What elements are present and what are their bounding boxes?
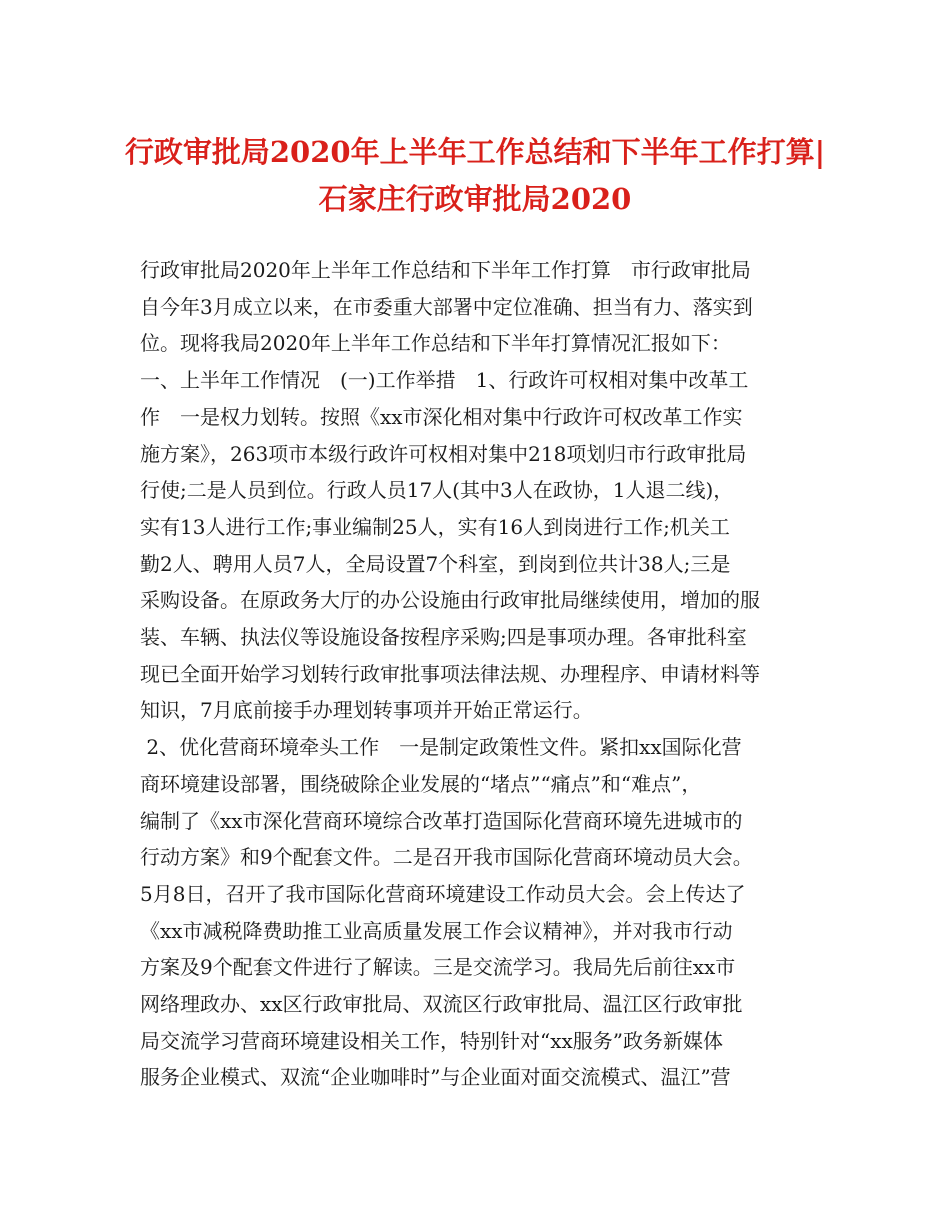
- body-text-line: 服务企业模式、双流“企业咖啡时”与企业面对面交流模式、温江”营: [140, 1065, 731, 1090]
- body-text-line: 商环境建设部署，围绕破除企业发展的“堵点”“痛点”和“难点”，: [140, 771, 702, 796]
- body-text-line: 位。现将我局2020年上半年工作总结和下半年打算情况汇报如下：: [140, 331, 731, 356]
- body-text-line: 局交流学习营商环境建设相关工作，特别针对“xx服务”政务新媒体: [140, 1028, 724, 1053]
- body-text-line: 知识，7月底前接手办理划转事项并开始正常运行。: [140, 698, 593, 723]
- body-text-line: 行动方案》和9个配套文件。二是召开我市国际化营商环境动员大会。: [140, 845, 753, 870]
- body-text-line: 自今年3月成立以来，在市委重大部署中定位准确、担当有力、落实到: [140, 294, 753, 319]
- body-text-line: 实有13人进行工作;事业编制25人，实有16人到岗进行工作;机关工: [140, 514, 730, 539]
- body-text-line: 装、车辆、执法仪等设施设备按程序采购;四是事项办理。各审批科室: [140, 625, 747, 649]
- body-text-line: 勤2人、聘用人员7人，全局设置7个科室，到岗到位共计38人;三是: [140, 551, 731, 576]
- body-text-line: 一、上半年工作情况 (一)工作举措 1、行政许可权相对集中改革工: [140, 368, 749, 393]
- body-text-line: 2、优化营商环境牵头工作 一是制定政策性文件。紧扣xx国际化营: [140, 735, 742, 760]
- body-text-line: 行使;二是人员到位。行政人员17人(其中3人在政协，1人退二线)，: [140, 478, 734, 503]
- body-text-line: 采购设备。在原政务大厅的办公设施由行政审批局继续使用，增加的服: [140, 588, 760, 613]
- body-text-line: 现已全面开始学习划转行政审批事项法律法规、办理程序、申请材料等: [140, 661, 760, 686]
- document-title-line-2: 石家庄行政审批局2020: [318, 182, 632, 216]
- body-text-line: 《xx市减税降费助推工业高质量发展工作会议精神》，并对我市行动: [140, 918, 733, 943]
- body-text-line: 5月8日，召开了我市国际化营商环境建设工作动员大会。会上传达了: [140, 881, 746, 906]
- body-text-line: 行政审批局2020年上半年工作总结和下半年工作打算 市行政审批局: [140, 258, 751, 282]
- body-text-line: 施方案》，263项市本级行政许可权相对集中218项划归市行政审批局: [140, 441, 747, 466]
- body-text-line: 编制了《xx市深化营商环境综合改革打造国际化营商环境先进城市的: [140, 808, 743, 833]
- body-text-line: 方案及9个配套文件进行了解读。三是交流学习。我局先后前往xx市: [140, 955, 736, 980]
- body-text-line: 网络理政办、xx区行政审批局、双流区行政审批局、温江区行政审批: [140, 992, 743, 1016]
- body-text-line: 作 一是权力划转。按照《xx市深化相对集中行政许可权改革工作实: [140, 404, 743, 429]
- document-title-line-1: 行政审批局2020年上半年工作总结和下半年工作打算|: [124, 135, 826, 169]
